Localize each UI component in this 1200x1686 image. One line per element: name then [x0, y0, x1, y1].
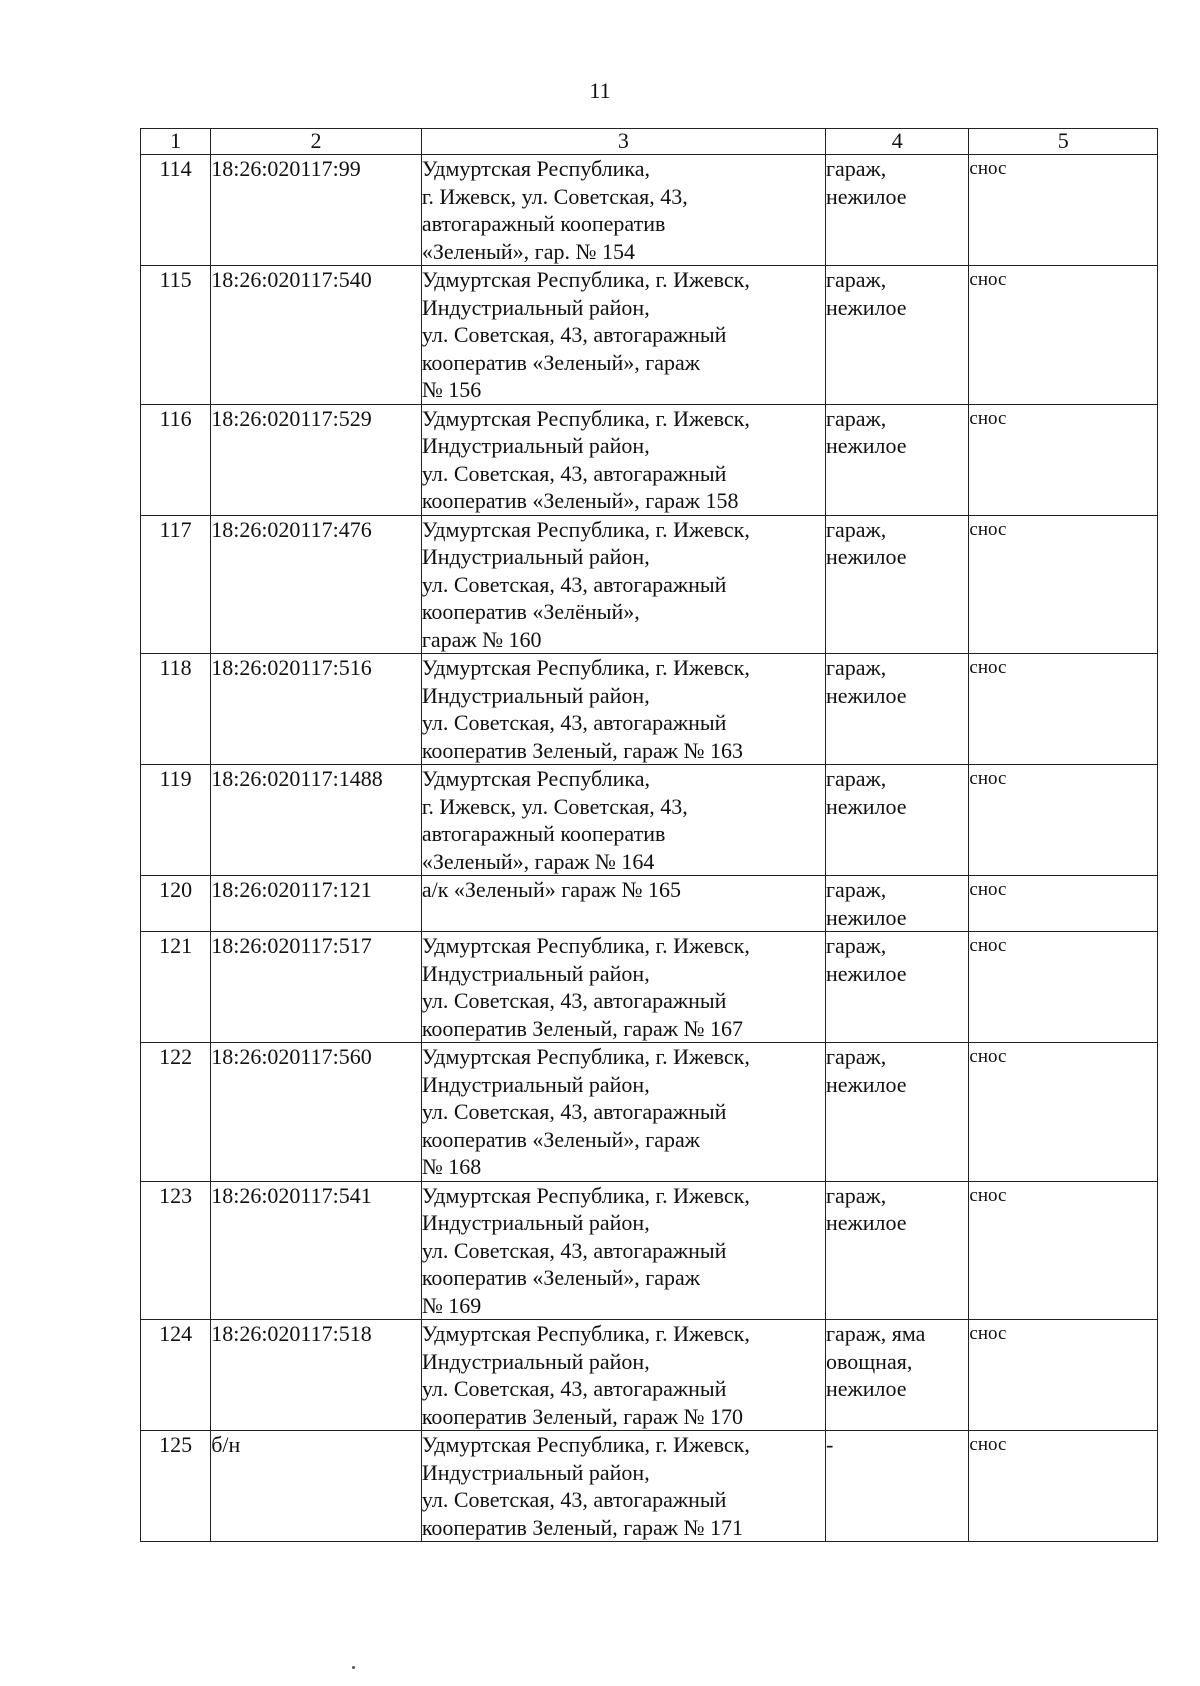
row-number: 118 — [141, 654, 211, 765]
table-row — [141, 155, 1158, 266]
address-line: ул. Советская, 43, автогаражный — [421, 1376, 727, 1401]
object-type-line: нежилое — [826, 1071, 907, 1097]
planned-action: снос — [969, 515, 1158, 654]
row-number: 120 — [141, 876, 211, 932]
object-type — [826, 932, 969, 1043]
table-row — [141, 1043, 1158, 1182]
row-number: 117 — [141, 515, 211, 654]
address-line: автогаражный кооператив — [421, 821, 666, 846]
address-line: кооператив Зеленый, гараж № 171 — [421, 1514, 743, 1540]
row-number: 125 — [141, 1431, 211, 1542]
planned-action: снос — [969, 932, 1158, 1043]
cadastral-number: 18:26:020117:541 — [211, 1181, 422, 1320]
object-type-line: гараж, — [826, 267, 887, 292]
cadastral-number: 18:26:020117:516 — [211, 654, 422, 765]
address-line: Индустриальный район, — [421, 1348, 650, 1374]
address-line: Удмуртская Республика, г. Ижевск, — [421, 1044, 750, 1069]
column-header-5: 5 — [969, 129, 1158, 155]
address-line: Удмуртская Республика, г. Ижевск, — [421, 267, 750, 292]
address-line: а/к «Зеленый» гараж № 165 — [421, 877, 681, 902]
object-type-line: нежилое — [826, 904, 907, 930]
address-line: Удмуртская Республика, — [421, 766, 651, 791]
table-row — [141, 515, 1158, 654]
cadastral-number: 18:26:020117:529 — [211, 404, 422, 515]
address-line: Удмуртская Республика, г. Ижевск, — [421, 933, 750, 958]
address-line: Удмуртская Республика, — [421, 156, 651, 181]
cadastral-number: б/н — [211, 1431, 422, 1542]
object-type-line: - — [826, 1432, 834, 1457]
object-type — [826, 654, 969, 765]
address-line: Индустриальный район, — [421, 544, 650, 569]
address-line: ул. Советская, 43, автогаражный — [421, 571, 727, 597]
row-number: 116 — [141, 404, 211, 515]
address-line: ул. Советская, 43, автогаражный — [421, 710, 727, 735]
cadastral-number: 18:26:020117:517 — [211, 932, 422, 1043]
address-line: гараж № 160 — [421, 626, 542, 652]
address-line: ул. Советская, 43, автогаражный — [421, 1099, 727, 1124]
address-line: № 156 — [421, 377, 482, 402]
row-number: 123 — [141, 1181, 211, 1320]
object-type-line: нежилое — [826, 960, 907, 986]
object-address — [421, 404, 825, 515]
address-line: ул. Советская, 43, автогаражный — [421, 1487, 727, 1512]
object-type — [826, 1043, 969, 1182]
address-line: Индустриальный район, — [421, 960, 650, 986]
object-type-line: гараж, — [826, 1044, 887, 1069]
planned-action: снос — [969, 1320, 1158, 1431]
address-line: кооператив «Зеленый», гараж — [421, 349, 701, 375]
table-row — [141, 654, 1158, 765]
planned-action: снос — [969, 654, 1158, 765]
object-type-line: нежилое — [826, 793, 907, 819]
object-type-line: гараж, — [826, 405, 887, 431]
planned-action: снос — [969, 1431, 1158, 1542]
address-line: г. Ижевск, ул. Советская, 43, — [421, 183, 688, 209]
address-line: кооператив Зеленый, гараж № 163 — [421, 737, 743, 763]
object-address — [421, 765, 825, 876]
object-type — [826, 1431, 969, 1542]
object-type — [826, 515, 969, 654]
address-line: Удмуртская Республика, г. Ижевск, — [421, 655, 750, 680]
row-number: 121 — [141, 932, 211, 1043]
address-line: Удмуртская Республика, г. Ижевск, — [421, 1182, 750, 1208]
object-type-line: нежилое — [826, 294, 907, 320]
object-type-line: гараж, — [826, 933, 887, 958]
object-type-line: нежилое — [826, 183, 907, 209]
address-line: ул. Советская, 43, автогаражный — [421, 988, 727, 1013]
address-line: Индустриальный район, — [421, 433, 650, 458]
address-line: Индустриальный район, — [421, 1210, 650, 1235]
object-address — [421, 932, 825, 1043]
address-line: г. Ижевск, ул. Советская, 43, — [421, 793, 688, 819]
table-row — [141, 1320, 1158, 1431]
table-row — [141, 876, 1158, 932]
object-type — [826, 1320, 969, 1431]
cadastral-number: 18:26:020117:518 — [211, 1320, 422, 1431]
object-type-line: нежилое — [826, 433, 907, 458]
cadastral-number: 18:26:020117:476 — [211, 515, 422, 654]
object-address — [421, 266, 825, 405]
planned-action: снос — [969, 155, 1158, 266]
address-line: Индустриальный район, — [421, 682, 650, 708]
table-row — [141, 266, 1158, 405]
address-line: «Зеленый», гараж № 164 — [421, 848, 655, 874]
address-line: кооператив «Зелёный», — [421, 599, 640, 624]
object-address — [421, 1043, 825, 1182]
planned-action: снос — [969, 266, 1158, 405]
address-line: кооператив Зеленый, гараж № 170 — [421, 1403, 743, 1429]
row-number: 124 — [141, 1320, 211, 1431]
object-type-line: гараж, — [826, 1182, 887, 1208]
address-line: № 168 — [421, 1154, 482, 1179]
address-line: кооператив Зеленый, гараж № 167 — [421, 1015, 743, 1041]
row-number: 119 — [141, 765, 211, 876]
address-line: Удмуртская Республика, г. Ижевск, — [421, 516, 750, 542]
address-line: № 169 — [421, 1292, 482, 1318]
object-type — [826, 1181, 969, 1320]
object-address — [421, 876, 825, 932]
object-type-line: нежилое — [826, 682, 907, 708]
planned-action: снос — [969, 404, 1158, 515]
table-row — [141, 1431, 1158, 1542]
object-type-line: овощная, — [826, 1348, 913, 1374]
table-row — [141, 1181, 1158, 1320]
object-address — [421, 1320, 825, 1431]
row-number: 122 — [141, 1043, 211, 1182]
column-header-3: 3 — [421, 129, 825, 155]
planned-action: снос — [969, 876, 1158, 932]
planned-action: снос — [969, 1181, 1158, 1320]
object-type-line: нежилое — [826, 1376, 907, 1401]
address-line: Удмуртская Республика, г. Ижевск, — [421, 1432, 750, 1457]
cadastral-number: 18:26:020117:540 — [211, 266, 422, 405]
table-body — [141, 155, 1158, 1542]
object-type — [826, 155, 969, 266]
address-line: Индустриальный район, — [421, 1071, 650, 1097]
cadastral-number: 18:26:020117:1488 — [211, 765, 422, 876]
planned-action: снос — [969, 1043, 1158, 1182]
object-type-line: гараж, — [826, 877, 887, 902]
row-number: 115 — [141, 266, 211, 405]
address-line: кооператив «Зеленый», гараж — [421, 1126, 701, 1152]
object-type-line: гараж, — [826, 156, 887, 181]
object-type — [826, 876, 969, 932]
address-line: ул. Советская, 43, автогаражный — [421, 460, 727, 486]
table-row — [141, 404, 1158, 515]
planned-action: снос — [969, 765, 1158, 876]
object-type-line: нежилое — [826, 1210, 907, 1235]
column-header-2: 2 — [211, 129, 422, 155]
object-type-line: нежилое — [826, 544, 907, 569]
scan-speck — [352, 1666, 355, 1669]
page-number: 11 — [589, 78, 611, 103]
object-address — [421, 155, 825, 266]
address-line: автогаражный кооператив — [421, 211, 666, 236]
object-type-line: гараж, — [826, 655, 887, 680]
object-type — [826, 266, 969, 405]
table-row — [141, 765, 1158, 876]
cadastral-number: 18:26:020117:99 — [211, 155, 422, 266]
row-number: 114 — [141, 155, 211, 266]
address-line: Удмуртская Республика, г. Ижевск, — [421, 405, 750, 431]
object-address — [421, 1431, 825, 1542]
cadastral-number: 18:26:020117:121 — [211, 876, 422, 932]
address-line: кооператив «Зеленый», гараж — [421, 1265, 701, 1290]
address-line: Удмуртская Республика, г. Ижевск, — [421, 1321, 750, 1346]
cadastral-number: 18:26:020117:560 — [211, 1043, 422, 1182]
table-row — [141, 932, 1158, 1043]
address-line: ул. Советская, 43, автогаражный — [421, 322, 727, 347]
column-header-4: 4 — [826, 129, 969, 155]
object-type-line: гараж, — [826, 516, 887, 542]
object-type-line: гараж, яма — [826, 1321, 926, 1346]
object-type — [826, 765, 969, 876]
address-line: Индустриальный район, — [421, 294, 650, 320]
object-type-line: гараж, — [826, 766, 887, 791]
table-header-row — [141, 129, 1158, 155]
garage-registry-table — [140, 128, 1158, 1542]
address-line: Индустриальный район, — [421, 1459, 650, 1485]
column-header-1: 1 — [141, 129, 211, 155]
object-type — [826, 404, 969, 515]
address-line: ул. Советская, 43, автогаражный — [421, 1237, 727, 1263]
object-address — [421, 1181, 825, 1320]
object-address — [421, 654, 825, 765]
object-address — [421, 515, 825, 654]
address-line: «Зеленый», гар. № 154 — [421, 238, 635, 264]
address-line: кооператив «Зеленый», гараж 158 — [421, 488, 739, 513]
